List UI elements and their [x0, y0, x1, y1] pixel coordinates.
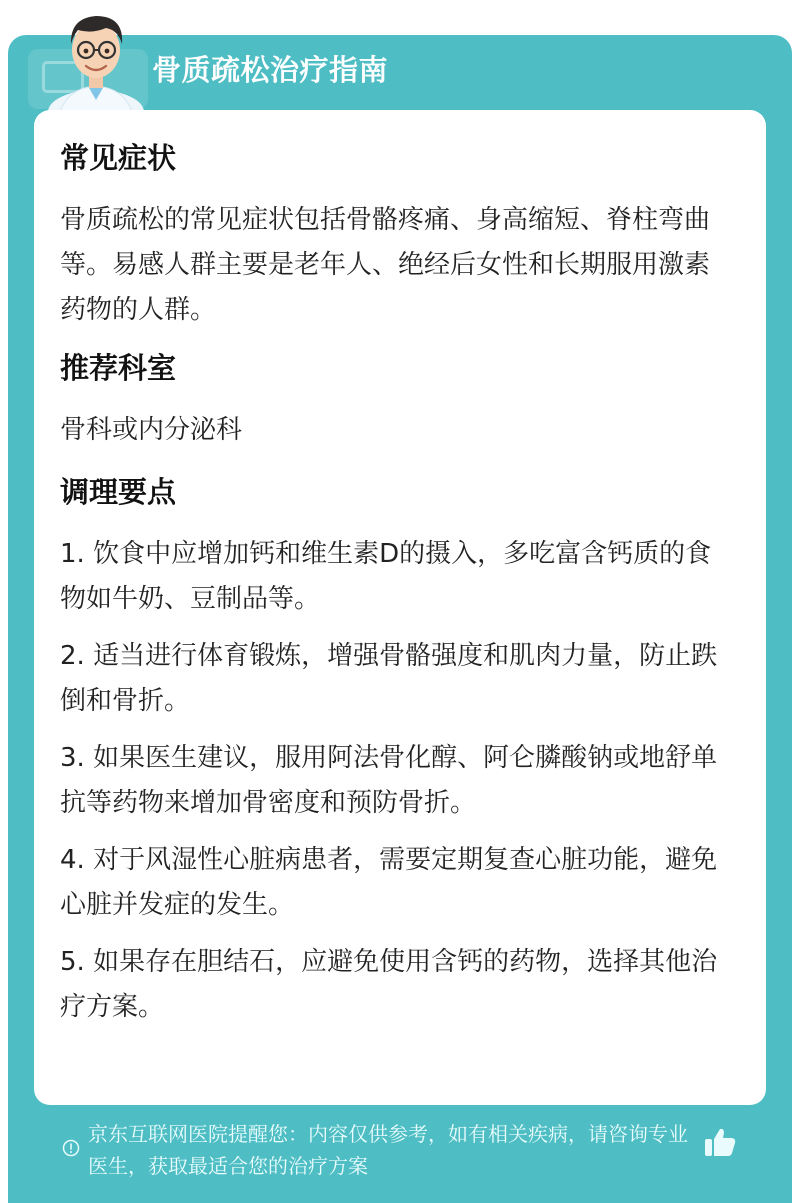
care-title: 调理要点 — [60, 475, 177, 509]
care-item: 4. 对于风湿性心脏病患者，需要定期复查心脏功能，避免心脏并发症的发生。 — [60, 845, 718, 920]
content-card — [34, 110, 766, 1105]
thumbs-up-icon[interactable] — [702, 1124, 738, 1160]
footer-notice: 京东互联网医院提醒您：内容仅供参考，如有相关疾病，请咨询专业医生，获取最适合您的治疗方案 — [88, 1122, 688, 1178]
page-title: 骨质疏松治疗指南 — [152, 53, 389, 87]
care-item: 2. 适当进行体育锻炼，增强骨骼强度和肌肉力量，防止跌倒和骨折。 — [60, 641, 718, 716]
info-icon — [62, 1139, 80, 1157]
symptoms-title: 常见症状 — [60, 141, 177, 175]
department-title: 推荐科室 — [60, 351, 177, 385]
department-body: 骨科或内分泌科 — [60, 415, 243, 445]
care-item: 3. 如果医生建议，服用阿法骨化醇、阿仑膦酸钠或地舒单抗等药物来增加骨密度和预防骨折。 — [60, 743, 718, 818]
symptoms-body: 骨质疏松的常见症状包括骨骼疼痛、身高缩短、脊柱弯曲等。易感人群主要是老年人、绝经后女性和长期服用激素药物的人群。 — [60, 205, 711, 325]
care-item: 1. 饮食中应增加钙和维生素D的摄入，多吃富含钙质的食物如牛奶、豆制品等。 — [60, 539, 712, 614]
care-item: 5. 如果存在胆结石，应避免使用含钙的药物，选择其他治疗方案。 — [60, 947, 718, 1022]
doctor-avatar — [40, 0, 152, 112]
